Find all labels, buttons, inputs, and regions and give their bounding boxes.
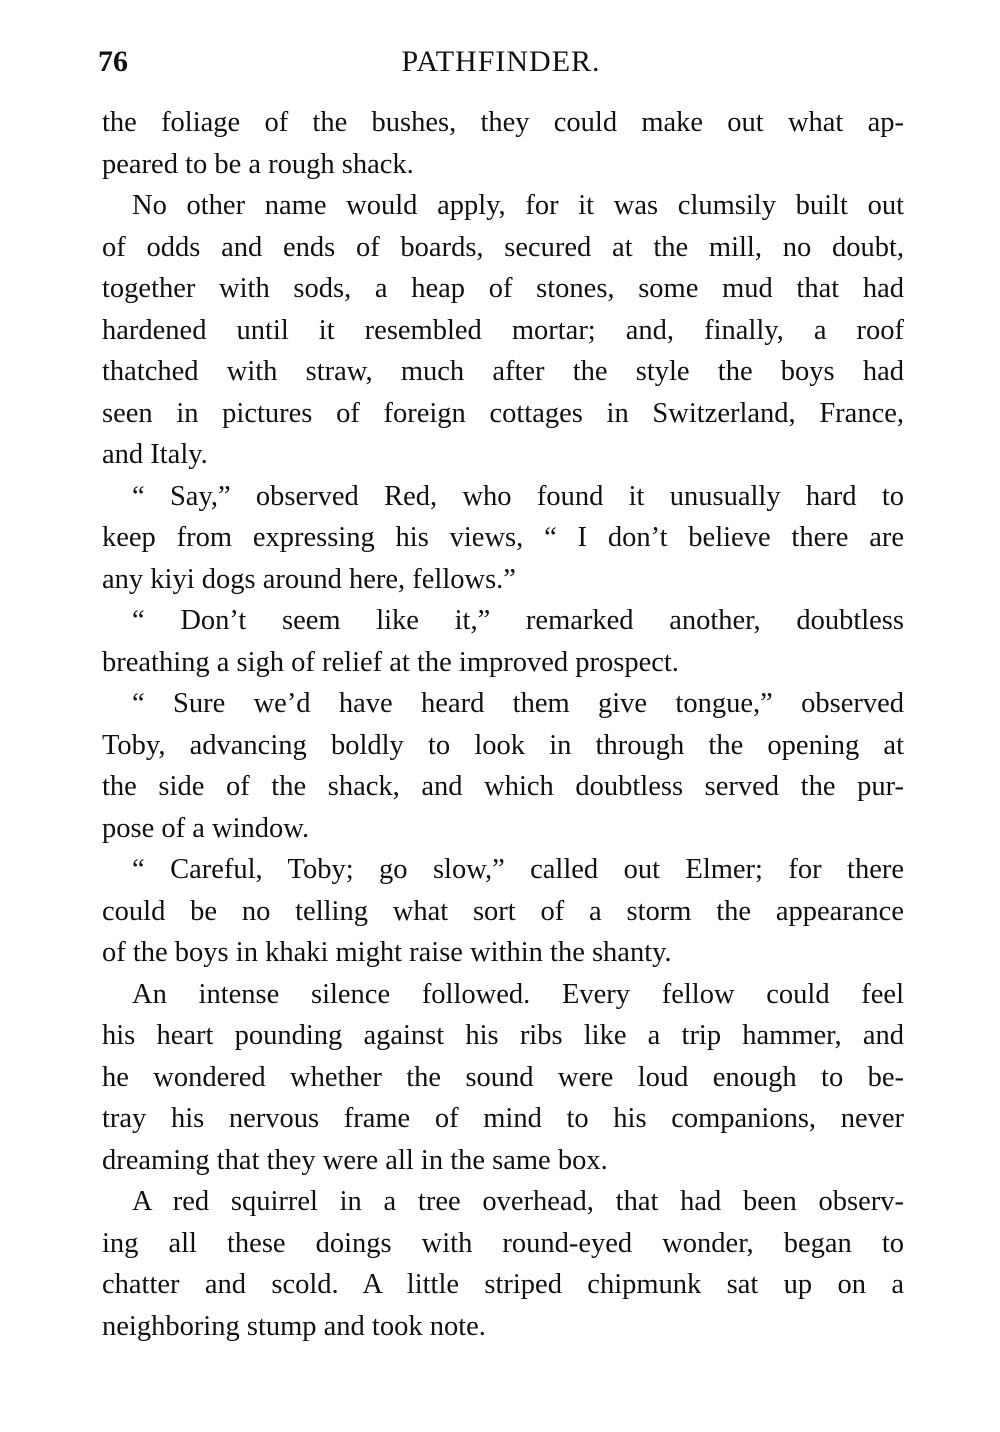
text-line: peared to be a rough shack. — [102, 148, 414, 180]
text-line: keep from expressing his views, “ I don’t believe there are — [102, 522, 904, 553]
text-line: neighboring stump and took note. — [102, 1310, 486, 1342]
page-number: 76 — [98, 45, 128, 78]
text-line: he wondered whether the sound were loud enough to be- — [102, 1061, 904, 1093]
text-line: of odds and ends of boards, secured at the mill, no doubt, — [102, 231, 904, 263]
text-line: the foliage of the bushes, they could make out what ap- — [102, 107, 904, 138]
running-head — [98, 40, 904, 84]
body-text — [102, 102, 904, 1347]
text-line: ing all these doings with round-eyed wonder, began to — [102, 1227, 904, 1259]
running-title: PATHFINDER. — [401, 45, 601, 78]
paragraph — [102, 683, 904, 849]
text-line: pose of a window. — [102, 812, 310, 844]
text-line: No other name would apply, for it was clumsily built out — [132, 190, 904, 221]
text-line: his heart pounding against his ribs like a trip hammer, and — [102, 1020, 904, 1051]
paragraph — [102, 185, 904, 476]
text-line: A red squirrel in a tree overhead, that had been observ- — [132, 1186, 904, 1217]
text-line: “ Don’t seem like it,” remarked another, doubtless — [132, 605, 904, 636]
text-line: could be no telling what sort of a storm the appearance — [102, 895, 904, 927]
text-line: together with sods, a heap of stones, some mud that had — [102, 273, 904, 304]
text-line: “ Say,” observed Red, who found it unusually hard to — [132, 480, 904, 512]
text-line: breathing a sigh of relief at the improved prospect. — [102, 646, 679, 678]
text-line: “ Careful, Toby; go slow,” called out Elmer; for there — [132, 854, 904, 885]
text-line: Toby, advancing boldly to look in through the opening at — [102, 729, 904, 761]
text-line: and Italy. — [102, 439, 208, 470]
text-line: tray his nervous frame of mind to his companions, never — [102, 1103, 904, 1134]
text-line: thatched with straw, much after the style the boys had — [102, 356, 904, 387]
paragraph — [102, 102, 904, 185]
text-line: of the boys in khaki might raise within the shanty. — [102, 937, 672, 968]
paragraph — [102, 849, 904, 974]
paragraph — [102, 974, 904, 1182]
text-line: hardened until it resembled mortar; and, finally, a roof — [102, 314, 904, 346]
text-line: seen in pictures of foreign cottages in Switzerland, France, — [102, 397, 904, 429]
paragraph — [102, 600, 904, 683]
text-line: any kiyi dogs around here, fellows.” — [102, 563, 516, 595]
paragraph — [102, 1181, 904, 1347]
text-line: the side of the shack, and which doubtless served the pur- — [102, 771, 904, 802]
text-line: dreaming that they were all in the same box. — [102, 1144, 608, 1176]
paragraph — [102, 476, 904, 601]
text-line: chatter and scold. A little striped chipmunk sat up on a — [102, 1269, 904, 1300]
text-line: “ Sure we’d have heard them give tongue,” observed — [132, 688, 904, 719]
text-line: An intense silence followed. Every fellow could feel — [132, 978, 904, 1010]
